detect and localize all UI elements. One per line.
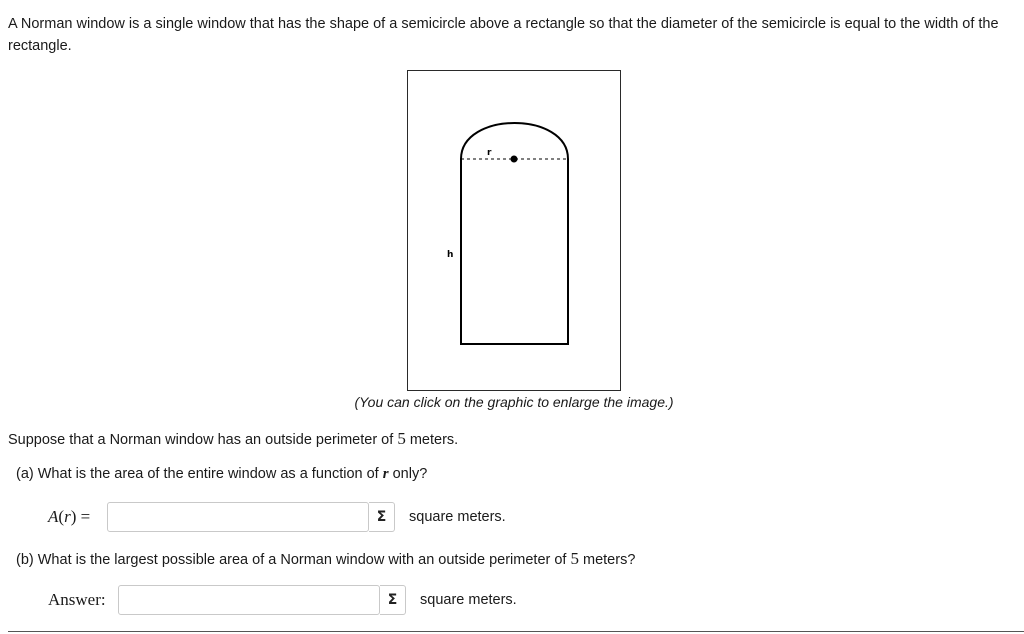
rectangle-outline <box>461 159 568 344</box>
question-b-suffix: meters? <box>578 552 636 568</box>
bottom-divider <box>8 631 1024 632</box>
question-b-prefix: (b) What is the largest possible area of a Norman window with an outside perimeter of <box>16 552 571 568</box>
intro-text: A Norman window is a single window that has the shape of a semicircle above a rectangle so that the diameter of the semicircle is equal to the width of the rectangle. <box>8 16 999 54</box>
answer-label: Answer: <box>48 590 106 609</box>
norman-window-diagram <box>408 71 620 390</box>
question-a-variable: r <box>382 466 389 482</box>
question-a <box>16 466 427 483</box>
center-dot <box>511 156 518 163</box>
answer-row-a <box>48 501 506 533</box>
math-palette-sigma-icon[interactable]: Σ <box>369 502 395 532</box>
question-b <box>16 549 635 569</box>
semicircle-arc <box>461 123 568 159</box>
figure-caption: (You can click on the graphic to enlarge the image.) <box>354 394 674 410</box>
norman-window-figure[interactable] <box>407 70 621 391</box>
question-b-perimeter: 5 <box>570 549 579 568</box>
answer-row-b <box>48 584 517 616</box>
area-function-label: A(r) = <box>48 507 91 526</box>
area-function-input[interactable] <box>107 502 369 532</box>
question-a-prefix: (a) What is the area of the entire window as a function of <box>16 466 383 482</box>
question-a-suffix: only? <box>388 466 428 482</box>
height-label: h <box>447 250 454 260</box>
math-palette-sigma-icon-b[interactable]: Σ <box>380 585 406 615</box>
max-area-input[interactable] <box>118 585 380 615</box>
units-label-b: square meters. <box>420 592 517 608</box>
units-label-a: square meters. <box>409 509 506 525</box>
suppose-prefix: Suppose that a Norman window has an outside perimeter of <box>8 432 398 448</box>
perimeter-value: 5 <box>397 429 406 448</box>
radius-label: r <box>487 148 492 158</box>
suppose-suffix: meters. <box>405 432 459 448</box>
problem-statement <box>8 429 458 449</box>
